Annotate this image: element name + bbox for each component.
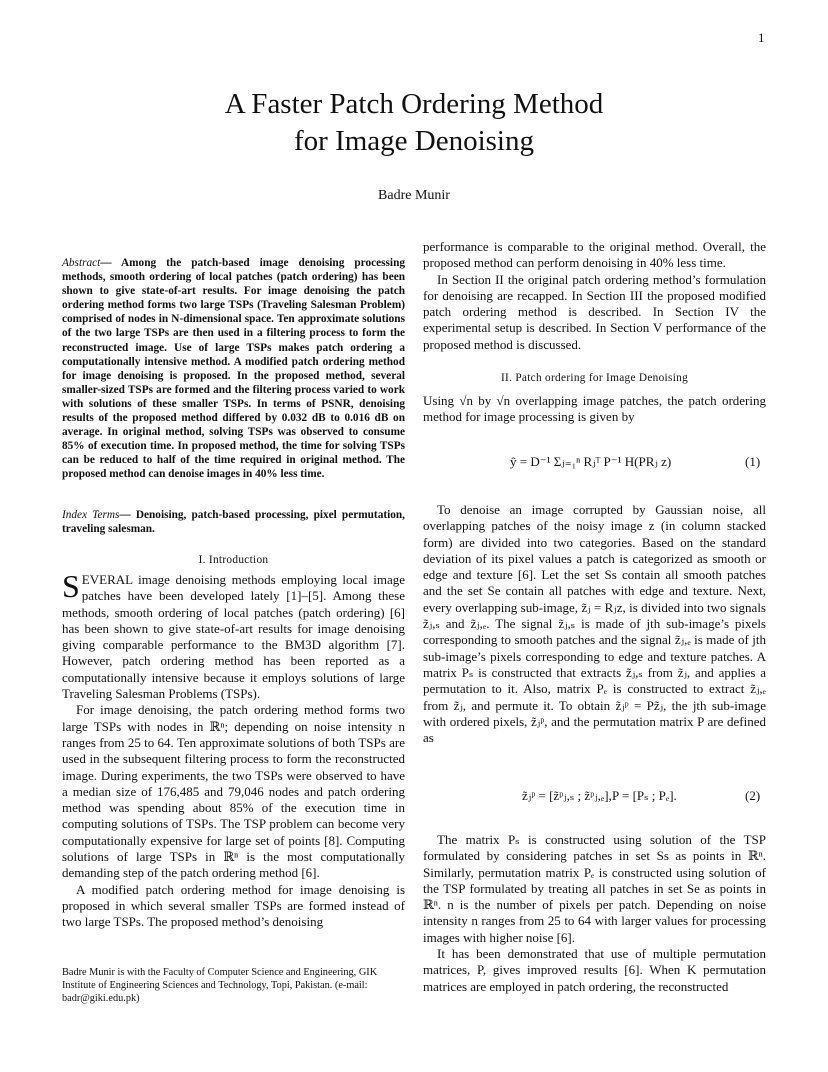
drop-cap: S xyxy=(62,568,80,604)
section-heading-patch-ordering: II. Patch ordering for Image Denoising xyxy=(500,372,689,384)
right-column-middle xyxy=(423,502,766,746)
index-terms xyxy=(62,508,405,536)
index-terms-text: — Denoising, patch-based processing, pixel permutation, traveling salesman. xyxy=(62,509,405,536)
right-paragraph-5: The matrix Pₛ is constructed using solution of the TSP formulated by considering patches in set Ss as points in ℝⁿ. Similarly, permutation matrix Pₑ is constructed using solution of the TSP formulated by treating all patches in set Se as points in ℝⁿ. n is the number of pixels per patch. Depending on noise intensity n ranges from 25 to 64 with larger values for processing images with higher noise [6]. xyxy=(423,832,766,945)
abstract xyxy=(62,256,405,482)
abstract-label: Abstract xyxy=(62,257,101,269)
right-paragraph-1: performance is comparable to the original method. Overall, the proposed method can perform denoising in 40% less time. xyxy=(423,239,766,271)
author: Badre Munir xyxy=(378,188,450,203)
right-paragraph-2: In Section II the original patch ordering method’s formulation for denoising are recapped. In Section III the proposed modified patch ordering method is described. In Section IV the experimental setup is described. In Section V performance of the proposed method is discussed. xyxy=(423,271,766,352)
right-column-intro-eq xyxy=(423,393,766,426)
right-paragraph-6: It has been demonstrated that use of multiple permutation matrices, P, gives improved results [6]. When K permutation matrices are employed in patch ordering, the reconstructed xyxy=(423,946,766,994)
intro-paragraph-2: For image denoising, the patch ordering method forms two large TSPs with nodes in ℝⁿ; depending on noise intensity n ranges from 25 to 64. Ten approximate solutions of both TSPs are used in the subsequent filtering process to form the reconstructed image. During experiments, the two TSPs were observed to have a median size of 176,485 and 79,046 nodes and patch ordering method was spending about 85% of the execution time in computing solutions of TSPs. The TSP problem can become very computationally expensive for large set of points [8]. Computing solutions of large TSPs in ℝⁿ is the most computationally demanding step of the patch ordering method [6]. xyxy=(62,702,405,881)
abstract-text: — Among the patch-based image denoising processing methods, smooth ordering of local patches (patch ordering) has been shown to give state-of-art results. For image denoising the patch ordering method forms two large TSPs (Traveling Salesman Problem) comprised of nodes in N-dimensional space. Ten approximate solutions of the two large TSPs are then used in a filtering process to form the reconstructed image. Use of large TSPs makes patch ordering a computationally intensive method. A modified patch ordering method for image denoising is proposed. In the proposed method, several smaller-sized TSPs are formed and the filtering process varied to work with solutions of these smaller TSPs. In terms of PSNR, denoising results of the proposed method differed by 0.032 dB to 0.016 dB on average. In original method, solving TSPs was observed to consume 85% of execution time. In proposed method, the time for solving TSPs can be reduced to half of the time required in original method. The proposed method can denoise images in 40% less time. xyxy=(62,257,405,481)
equation-2-right: P = [Pₛ ; Pₑ]. xyxy=(612,788,677,803)
paper-title xyxy=(0,86,828,160)
intro-paragraph-1: SEVERAL image denoising methods employing local image patches have been developed lately [1]–[5]. Among these methods, smooth ordering of local patches (patch ordering) [6] has been shown to give state-of-art results for image denoising giving comparable performance to the BM3D algorithm [7]. However, patch ordering method has been reported as a computationally intensive because it employs solutions of large Traveling Salesman Problems (TSPs). xyxy=(62,568,405,702)
introduction-body xyxy=(62,568,405,931)
index-terms-label: Index Terms xyxy=(62,509,120,521)
right-paragraph-4: To denoise an image corrupted by Gaussian noise, all overlapping patches of the noisy image z (in column stacked form) are divided into two categories. Based on the standard deviation of its pixel values a patch is categorized as smooth or edge and texture [6]. Let the set Ss contain all smooth patches and the set Se contain all patches with edge and texture. Next, every overlapping sub-image, z̃ⱼ = Rⱼz, is divided into two signals z̃ⱼ,ₛ and z̃ⱼ,ₑ. The signal z̃ⱼ,ₛ is made of jth sub-image’s pixels corresponding to smooth patches and the signal z̃ⱼ,ₑ is made of jth sub-image’s pixels corresponding to edge and texture patches. A matrix Pₛ is constructed that extracts z̃ⱼ,ₛ from z̃ⱼ, and applies a permutation to it. Also, matrix Pₑ is constructed to extract z̃ⱼ,ₑ from z̃ⱼ, and permute it. To obtain z̃ⱼᵖ = Pz̃ⱼ, the jth sub-image with ordered pixels, z̃ⱼᵖ, and the permutation matrix P are defined as xyxy=(423,502,766,746)
footnote: Badre Munir is with the Faculty of Computer Science and Engineering, GIK Institute of Engineering Sciences and Technology, Topi, Pakistan. (e-mail: badr@giki.edu.pk) xyxy=(62,967,378,1004)
right-column-top xyxy=(423,239,766,353)
page-number: 1 xyxy=(758,30,765,45)
right-paragraph-3: Using √n by √n overlapping image patches, the patch ordering method for image processing is given by xyxy=(423,393,766,425)
equation-2-left: z̃ⱼᵖ = [z̃ᵖⱼ,ₛ ; z̃ᵖⱼ,ₑ], xyxy=(522,788,612,803)
section-heading-introduction: I. Introduction xyxy=(198,554,269,566)
equation-1: ŷ = D⁻¹ Σⱼ₌₁ⁿ Rⱼᵀ P⁻¹ H(PRⱼ z) xyxy=(510,454,672,469)
title-line-1: A Faster Patch Ordering Method xyxy=(224,88,604,120)
equation-2-number: (2) xyxy=(745,788,761,803)
title-line-2: for Image Denoising xyxy=(294,125,534,157)
right-column-bottom xyxy=(423,832,766,995)
equation-1-number: (1) xyxy=(745,454,761,469)
intro-paragraph-3: A modified patch ordering method for image denoising is proposed in which several smaller TSPs are formed instead of two large TSPs. The proposed method’s denoising xyxy=(62,881,405,930)
